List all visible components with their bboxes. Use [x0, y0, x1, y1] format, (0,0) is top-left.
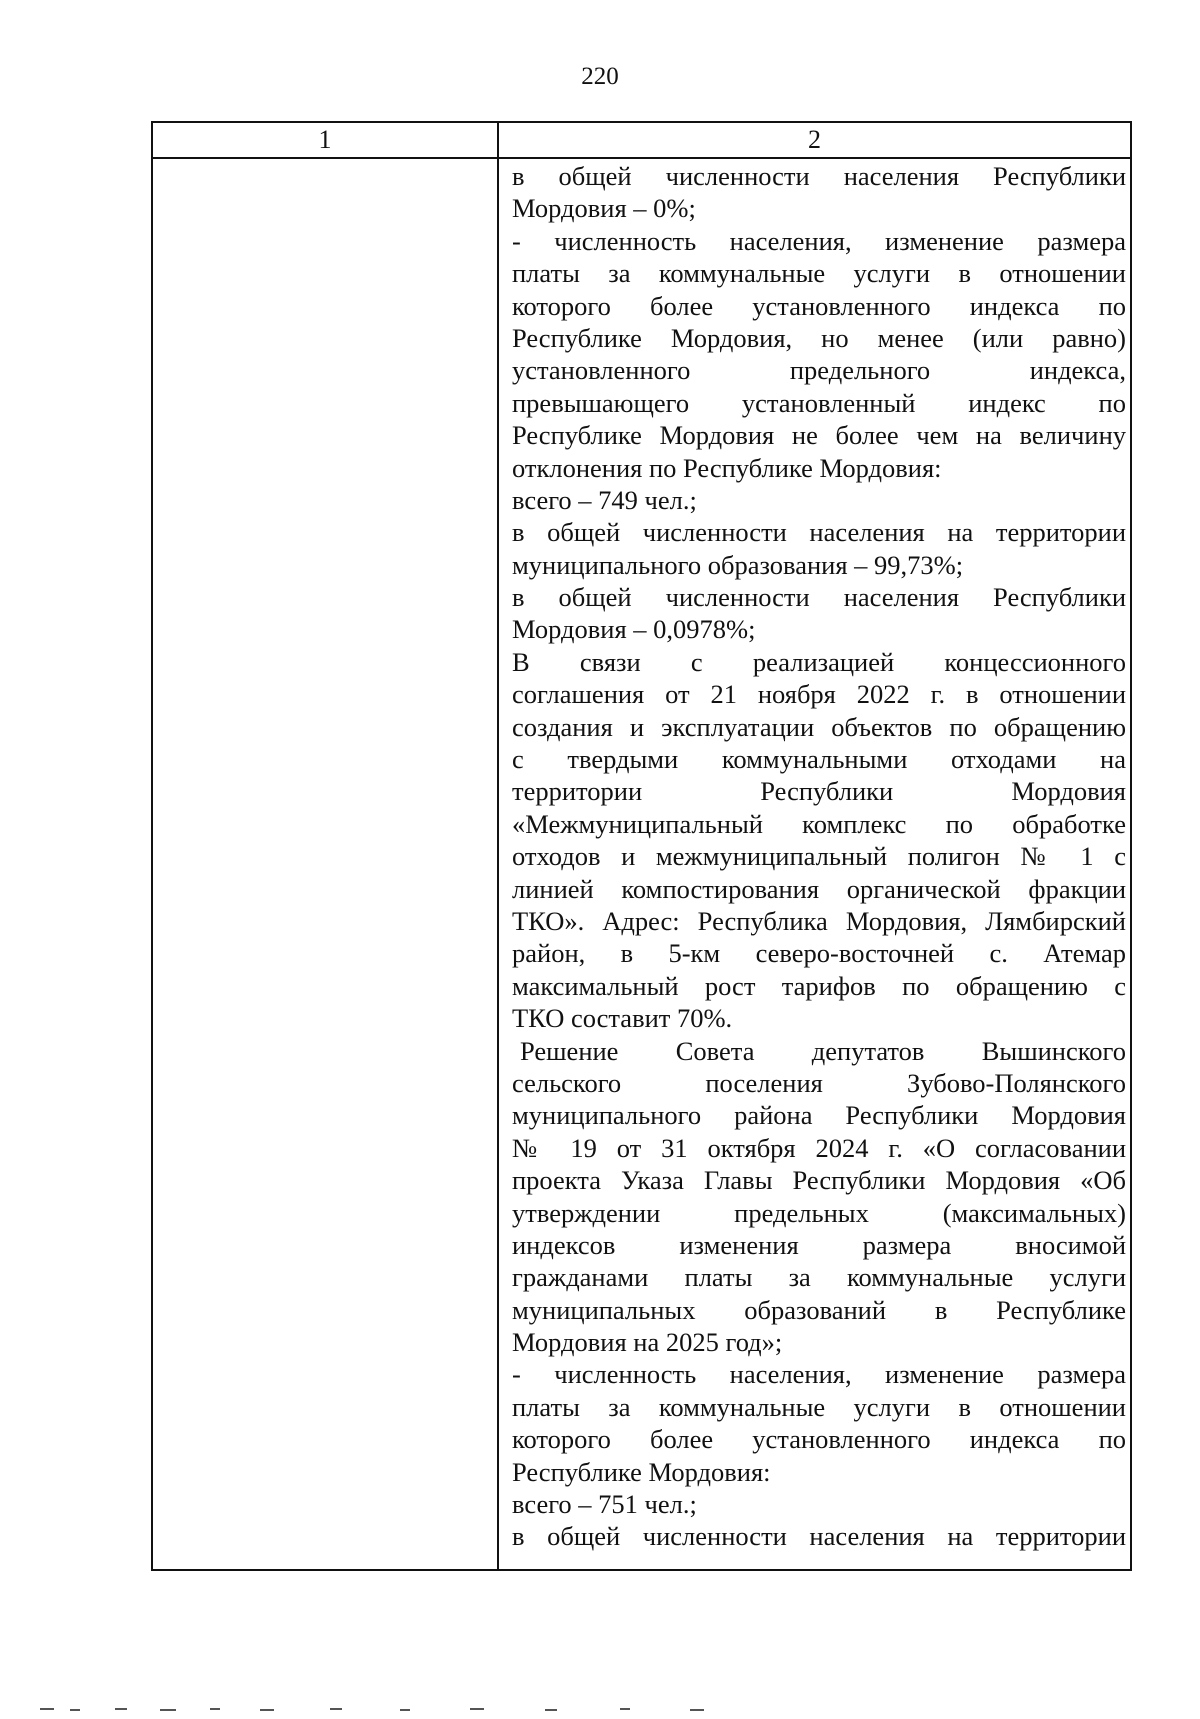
- text-line: гражданами платы за коммунальные услуги: [512, 1262, 1126, 1293]
- column-header-1: 1: [318, 125, 332, 154]
- text-line: утверждении предельных (максимальных): [512, 1197, 1126, 1228]
- page-number: 220: [581, 63, 619, 90]
- text-line: Решение Совета депутатов Вышинского: [520, 1035, 1126, 1066]
- text-line: в общей численности населения на территории: [512, 1521, 1126, 1552]
- text-line: - численность населения, изменение размера: [512, 1359, 1126, 1390]
- text-line: превышающего установленный индекс по: [512, 387, 1126, 418]
- text-line: максимальный рост тарифов по обращению с: [512, 970, 1126, 1001]
- text-line: муниципального района Республики Мордовия: [512, 1100, 1126, 1131]
- column-header-2: 2: [808, 125, 821, 154]
- document-table: [151, 121, 1132, 1571]
- text-line: платы за коммунальные услуги в отношении: [512, 1391, 1126, 1422]
- text-line: муниципальных образований в Республике: [512, 1294, 1126, 1325]
- text-line: Республике Мордовия, но менее (или равно): [512, 322, 1126, 353]
- text-line: в общей численности населения на территории: [512, 517, 1126, 548]
- text-line: всего – 749 чел.;: [512, 484, 697, 515]
- text-line: с твердыми коммунальными отходами на: [512, 744, 1126, 775]
- text-line: В связи с реализацией концессионного: [512, 646, 1126, 677]
- column-2-text: [512, 160, 1126, 1553]
- text-line: Республике Мордовия не более чем на величину: [512, 420, 1126, 451]
- text-line: «Межмуниципальный комплекс по обработке: [512, 808, 1126, 839]
- text-line: № 19 от 31 октября 2024 г. «О согласовании: [512, 1132, 1126, 1163]
- text-line: Мордовия – 0,0978%;: [512, 614, 756, 645]
- text-line: соглашения от 21 ноября 2022 г. в отношении: [512, 679, 1126, 710]
- text-line: которого более установленного индекса по: [512, 1424, 1126, 1455]
- text-line: район, в 5-км северо-восточней с. Атемар: [512, 938, 1126, 969]
- text-line: всего – 751 чел.;: [512, 1489, 697, 1520]
- text-line: индексов изменения размера вносимой: [512, 1229, 1126, 1260]
- text-line: ТКО составит 70%.: [512, 1003, 733, 1034]
- text-line: проекта Указа Главы Республики Мордовия «Об: [512, 1165, 1126, 1196]
- column-divider: [497, 123, 499, 1569]
- text-line: ТКО». Адрес: Республика Мордовия, Лямбирский: [512, 905, 1126, 936]
- text-line: отходов и межмуниципальный полигон № 1 с: [512, 841, 1126, 872]
- text-line: создания и эксплуатации объектов по обращению: [512, 711, 1126, 742]
- text-line: которого более установленного индекса по: [512, 290, 1126, 321]
- text-line: отклонения по Республике Мордовия:: [512, 452, 942, 483]
- text-line: платы за коммунальные услуги в отношении: [512, 258, 1126, 289]
- text-line: Республике Мордовия:: [512, 1456, 771, 1487]
- scan-specks: [0, 1700, 1200, 1719]
- header-divider: [153, 157, 1130, 159]
- text-line: в общей численности населения Республики: [512, 161, 1126, 191]
- text-line: территории Республики Мордовия: [512, 776, 1126, 807]
- text-line: Мордовия – 0%;: [512, 193, 696, 224]
- text-line: муниципального образования – 99,73%;: [512, 549, 964, 580]
- text-line: линией компостирования органической фракции: [512, 873, 1126, 904]
- text-line: сельского поселения Зубово-Полянского: [512, 1067, 1126, 1098]
- text-line: Мордовия на 2025 год»;: [512, 1327, 783, 1358]
- text-line: - численность населения, изменение размера: [512, 225, 1126, 256]
- text-line: в общей численности населения Республики: [512, 582, 1126, 613]
- text-line: установленного предельного индекса,: [512, 355, 1126, 386]
